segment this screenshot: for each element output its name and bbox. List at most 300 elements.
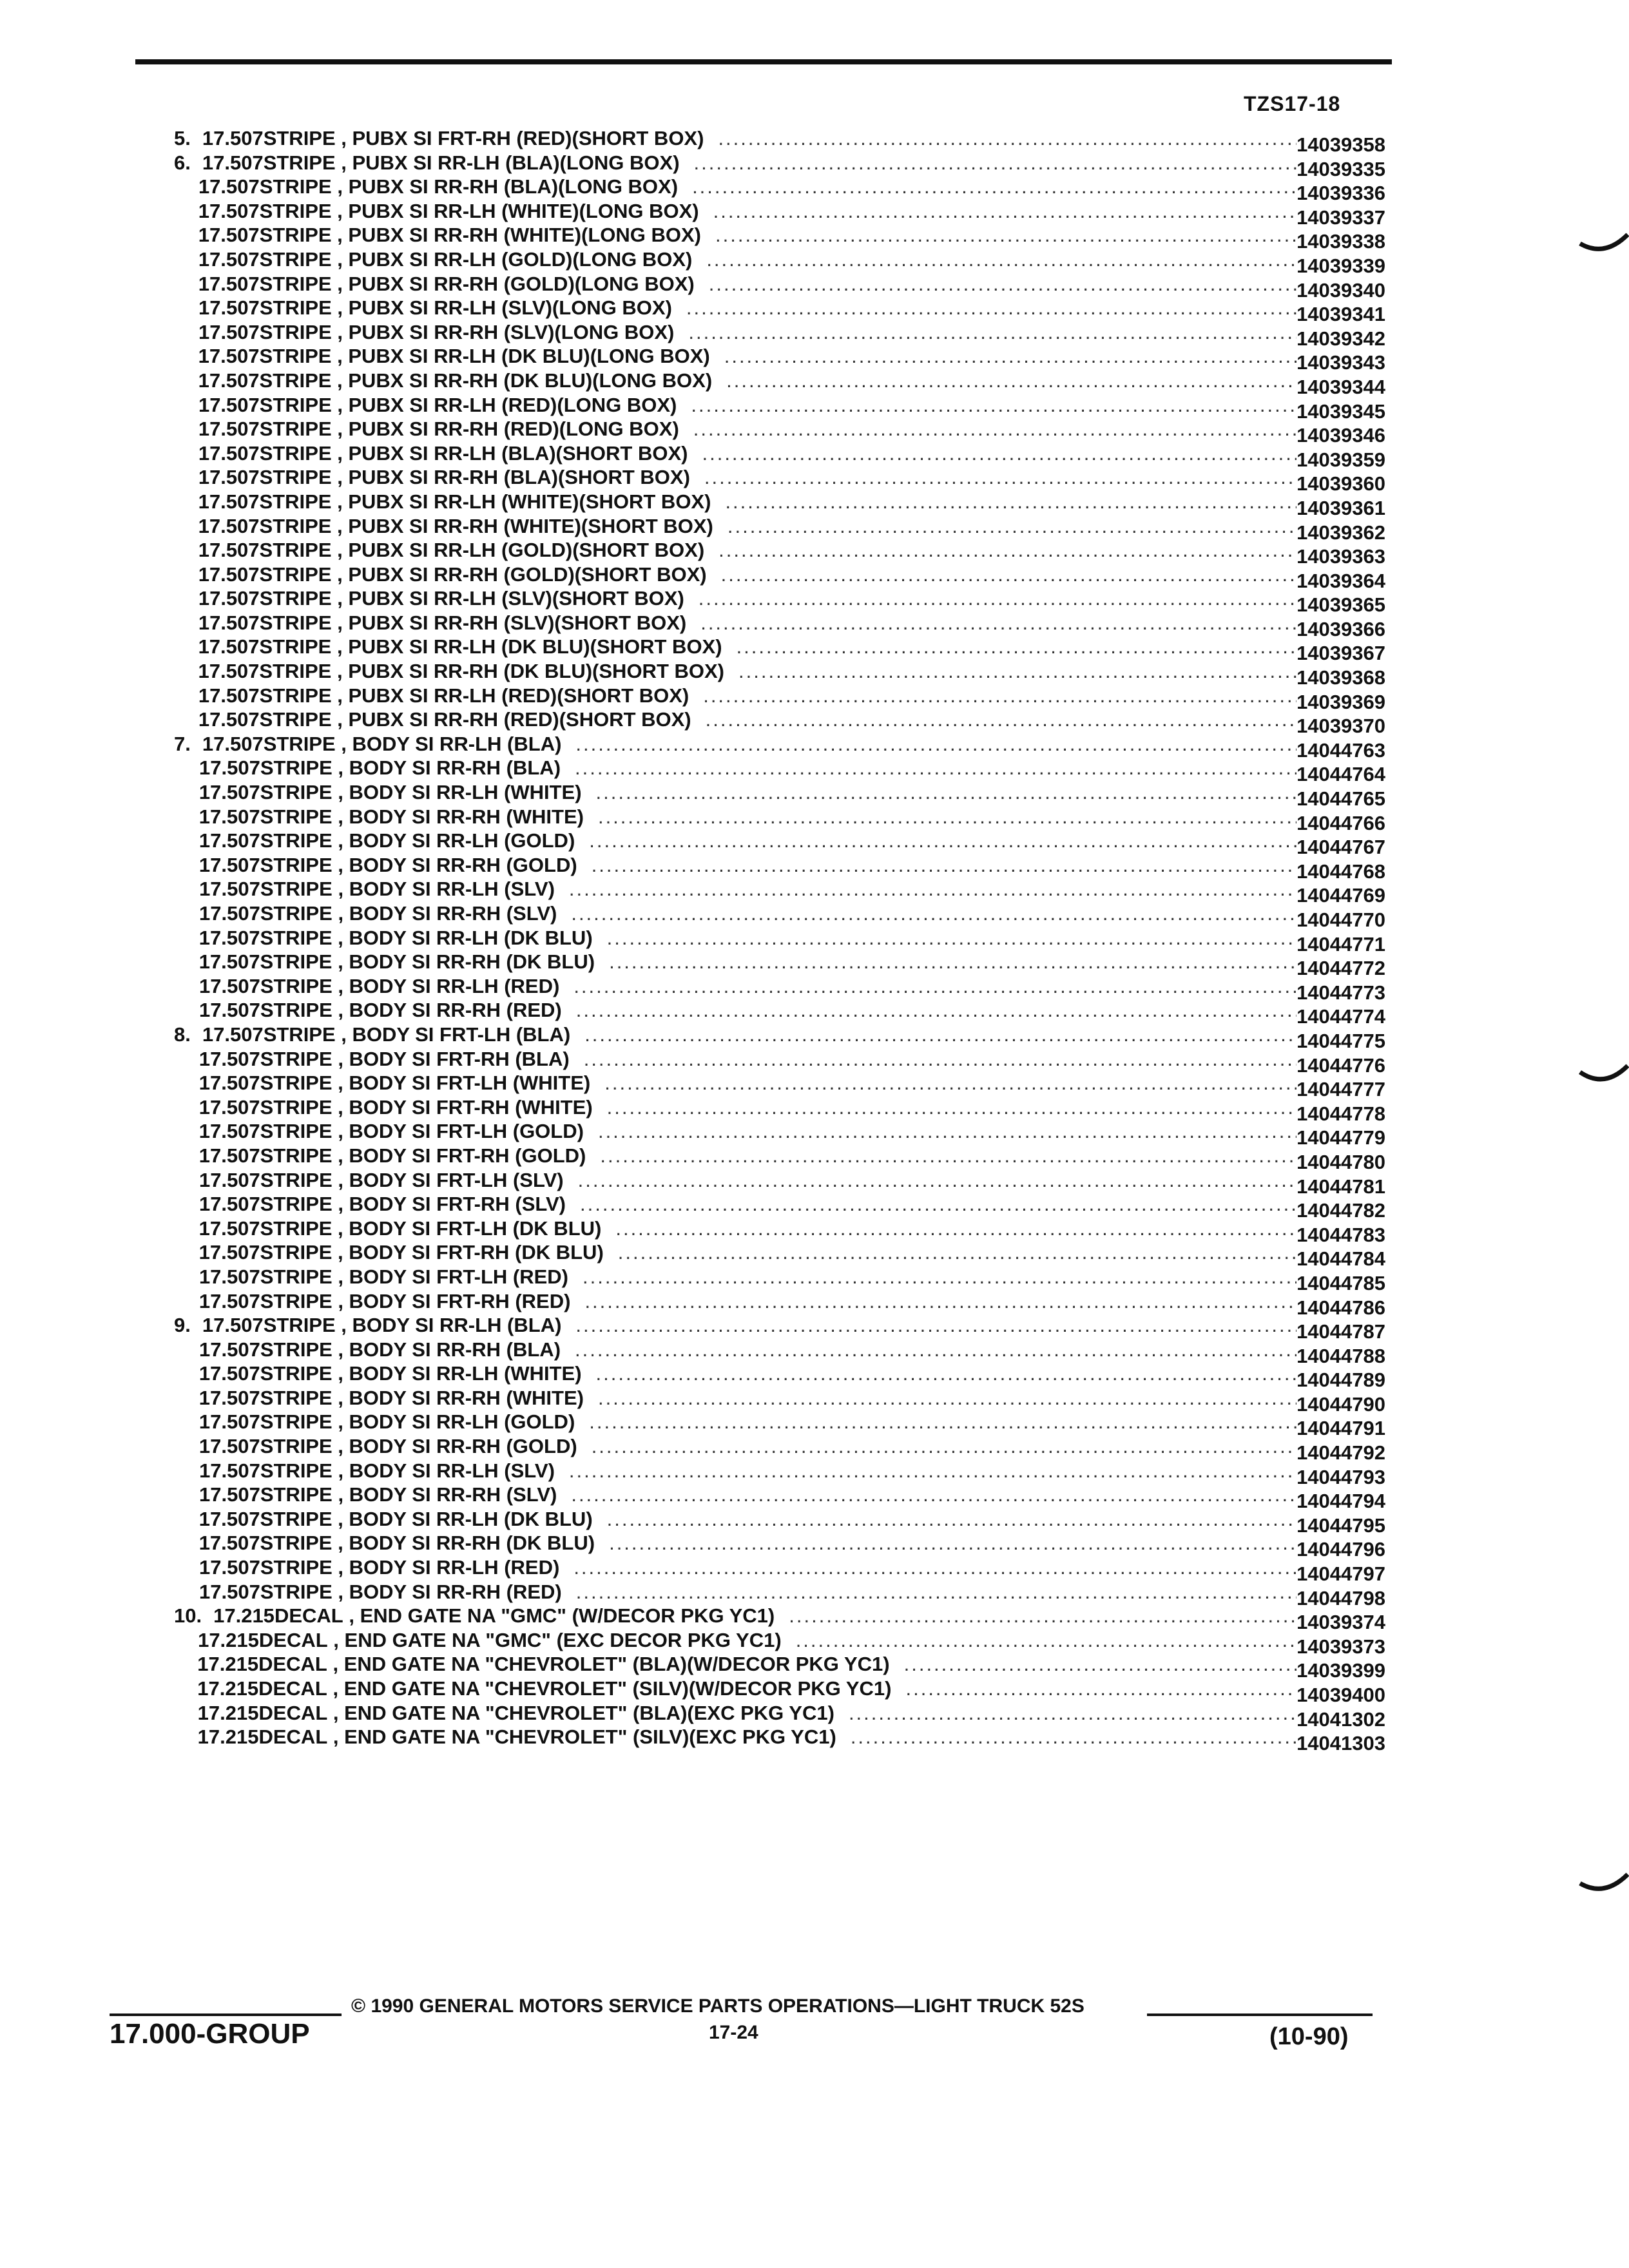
noun-separator: , [327, 1653, 344, 1676]
part-number: 14039400 [1296, 1684, 1385, 1706]
ref-number: 7. [174, 732, 191, 755]
dot-leader [700, 611, 1296, 635]
part-noun: STRIPE [260, 756, 333, 780]
part-modifier: BODY SI FRT-RH (GOLD) [349, 1144, 586, 1167]
part-description [260, 1095, 1297, 1120]
noun-separator: , [331, 635, 349, 658]
part-number: 14044793 [1296, 1465, 1385, 1488]
noun-separator: , [331, 393, 349, 416]
parts-row [174, 1725, 1385, 1755]
parts-row [174, 1701, 1385, 1731]
group-number: 17.507 [202, 151, 264, 174]
part-number: 14039368 [1296, 666, 1385, 689]
noun-separator: , [335, 127, 352, 149]
part-number: 14039339 [1296, 254, 1385, 277]
parts-row [174, 514, 1385, 544]
part-noun: STRIPE [260, 1483, 333, 1506]
ref-number: 6. [174, 151, 191, 174]
part-modifier: BODY SI FRT-RH (DK BLU) [349, 1241, 604, 1264]
part-number: 14039363 [1296, 545, 1385, 568]
part-noun: STRIPE [260, 950, 333, 974]
part-noun: STRIPE [259, 393, 332, 416]
part-noun: STRIPE [259, 514, 332, 537]
noun-separator: , [327, 1677, 344, 1700]
parts-row [174, 780, 1385, 811]
part-modifier: BODY SI RR-LH (BLA) [352, 732, 562, 755]
parts-row [174, 998, 1385, 1028]
noun-separator: , [332, 999, 349, 1022]
dot-leader [686, 296, 1296, 320]
dot-leader [569, 877, 1296, 901]
noun-separator: , [331, 441, 349, 465]
part-modifier: BODY SI FRT-RH (BLA) [349, 1047, 570, 1070]
part-number: 14044764 [1296, 763, 1385, 786]
parts-row [174, 1240, 1385, 1271]
part-number: 14044776 [1296, 1053, 1385, 1077]
part-modifier: BODY SI FRT-RH (RED) [349, 1289, 571, 1312]
part-number: 14044797 [1296, 1562, 1385, 1586]
part-modifier: END GATE NA "GMC" (EXC DECOR PKG YC1) [344, 1628, 782, 1651]
part-description [260, 1386, 1296, 1410]
parts-row [174, 126, 1385, 156]
parts-row [174, 223, 1385, 253]
parts-row [174, 441, 1385, 471]
part-description [260, 950, 1297, 974]
group-number: 17.507 [198, 1193, 260, 1216]
part-modifier: PUBX SI RR-RH (WHITE)(LONG BOX) [348, 224, 702, 247]
group-number: 17.507 [198, 1386, 260, 1409]
parts-row [174, 538, 1385, 568]
part-description [260, 223, 1297, 247]
dot-leader [604, 1071, 1296, 1095]
part-modifier: BODY SI RR-LH (RED) [349, 974, 560, 997]
part-modifier: BODY SI RR-LH (BLA) [352, 1314, 562, 1337]
group-number: 17.507 [198, 1241, 260, 1264]
part-number: 14044784 [1296, 1247, 1385, 1271]
group-number: 17.507 [202, 127, 264, 149]
dot-leader [715, 223, 1296, 247]
group-number: 17.507 [198, 708, 260, 731]
dot-leader [584, 1047, 1296, 1072]
group-number: 17.507 [202, 1023, 264, 1046]
part-modifier: END GATE NA "CHEVROLET" (BLA)(EXC PKG YC1) [344, 1701, 834, 1724]
part-number: 14044782 [1296, 1199, 1385, 1222]
part-number: 14039335 [1296, 157, 1385, 180]
part-modifier: PUBX SI RR-LH (BLA)(SHORT BOX) [348, 441, 688, 465]
part-modifier: PUBX SI RR-LH (SLV)(SHORT BOX) [348, 587, 684, 610]
part-noun: STRIPE [260, 1120, 333, 1143]
part-modifier: BODY SI RR-RH (RED) [349, 999, 562, 1022]
part-noun: STRIPE [260, 1459, 333, 1482]
dot-leader [738, 659, 1296, 684]
noun-separator: , [331, 490, 349, 513]
part-noun: STRIPE [263, 151, 336, 174]
part-noun: STRIPE [260, 1338, 333, 1361]
group-number: 17.215 [197, 1701, 259, 1724]
part-number: 14044794 [1296, 1490, 1385, 1513]
part-modifier: PUBX SI RR-LH (RED)(SHORT BOX) [348, 684, 689, 707]
dot-leader [699, 586, 1296, 611]
part-description [260, 272, 1296, 296]
part-number: 14041303 [1296, 1732, 1385, 1755]
group-number: 17.507 [199, 878, 260, 901]
group-number: 17.507 [199, 1580, 260, 1603]
noun-separator: , [331, 466, 349, 489]
part-modifier: BODY SI RR-RH (SLV) [349, 1483, 557, 1506]
group-number: 17.507 [199, 999, 260, 1022]
group-number: 17.507 [198, 514, 260, 537]
part-number: 14044765 [1296, 787, 1385, 811]
parts-row [174, 684, 1385, 713]
dot-leader [718, 126, 1296, 151]
parts-row [174, 1555, 1385, 1586]
part-description [258, 1652, 1296, 1677]
noun-separator: , [331, 296, 349, 320]
part-modifier: BODY SI RR-RH (DK BLU) [349, 1532, 595, 1555]
dot-leader [609, 950, 1296, 974]
dot-leader [575, 756, 1296, 780]
part-noun: STRIPE [260, 1580, 333, 1603]
parts-row [174, 805, 1385, 834]
noun-separator: , [332, 1072, 349, 1095]
parts-row [174, 1483, 1385, 1513]
group-number: 17.507 [198, 684, 260, 707]
part-modifier: PUBX SI RR-RH (RED)(SHORT BOX) [348, 708, 691, 731]
part-noun: STRIPE [259, 611, 332, 634]
noun-separator: , [332, 878, 349, 901]
part-modifier: BODY SI RR-LH (SLV) [349, 878, 555, 901]
parts-row [174, 974, 1385, 1004]
part-noun: STRIPE [260, 1168, 333, 1191]
dot-leader [718, 538, 1296, 562]
part-modifier: BODY SI FRT-LH (DK BLU) [349, 1216, 602, 1240]
part-number: 14044789 [1296, 1369, 1385, 1392]
part-noun: STRIPE [260, 1435, 333, 1458]
part-modifier: PUBX SI RR-RH (DK BLU)(LONG BOX) [348, 369, 713, 392]
part-noun: STRIPE [260, 1095, 333, 1119]
dot-leader [703, 684, 1296, 708]
part-number: 14039366 [1296, 617, 1385, 640]
noun-separator: , [331, 345, 349, 368]
footer-page-number: 17-24 [709, 2022, 758, 2043]
part-modifier: BODY SI FRT-RH (SLV) [349, 1193, 566, 1216]
group-number: 17.215 [197, 1677, 259, 1700]
part-number: 14039369 [1296, 690, 1385, 713]
dot-leader [693, 417, 1296, 441]
dot-leader [728, 514, 1296, 539]
part-modifier: PUBX SI RR-RH (DK BLU)(SHORT BOX) [348, 660, 724, 683]
parts-row [174, 1144, 1385, 1173]
part-modifier: BODY SI RR-LH (WHITE) [349, 1362, 582, 1385]
part-noun: STRIPE [259, 272, 332, 295]
group-number: 17.507 [198, 272, 260, 295]
part-description [260, 1265, 1296, 1289]
noun-separator: , [332, 1289, 349, 1312]
group-number: 17.507 [198, 1410, 260, 1434]
noun-separator: , [332, 1362, 349, 1385]
noun-separator: , [332, 1435, 349, 1458]
part-description [260, 926, 1297, 950]
part-description [260, 780, 1296, 805]
group-number: 17.507 [199, 974, 260, 997]
noun-separator: , [331, 320, 349, 343]
part-description [260, 1580, 1296, 1604]
footer-rule [110, 2013, 342, 2016]
dot-leader [692, 175, 1296, 199]
part-modifier: PUBX SI RR-LH (WHITE)(SHORT BOX) [348, 490, 711, 513]
part-description [260, 756, 1296, 780]
noun-separator: , [327, 1701, 345, 1724]
part-noun: STRIPE [263, 732, 336, 755]
part-noun: STRIPE [260, 999, 333, 1022]
part-noun: STRIPE [260, 1047, 333, 1070]
part-number: 14044781 [1296, 1175, 1385, 1198]
part-modifier: PUBX SI RR-RH (WHITE)(SHORT BOX) [348, 514, 713, 537]
group-number: 17.215 [197, 1653, 259, 1676]
group-number: 17.507 [198, 1216, 260, 1240]
part-modifier: BODY SI RR-RH (GOLD) [349, 853, 577, 876]
part-noun: STRIPE [260, 1532, 333, 1555]
noun-separator: , [332, 781, 349, 804]
part-modifier: BODY SI FRT-RH (WHITE) [349, 1095, 593, 1119]
part-modifier: BODY SI RR-RH (SLV) [349, 902, 557, 925]
noun-separator: , [331, 684, 349, 707]
dot-leader [713, 199, 1296, 224]
noun-separator: , [331, 272, 349, 295]
dot-leader [706, 707, 1296, 732]
parts-row [174, 926, 1385, 956]
part-description [260, 1483, 1296, 1507]
footer-rule [1147, 2013, 1373, 2016]
part-modifier: PUBX SI RR-RH (SLV)(SHORT BOX) [348, 611, 687, 634]
part-noun: STRIPE [260, 781, 333, 804]
dot-leader [721, 562, 1296, 587]
noun-separator: , [331, 708, 349, 731]
part-modifier: BODY SI RR-RH (WHITE) [349, 805, 584, 828]
part-noun: STRIPE [259, 490, 332, 513]
parts-row [174, 877, 1385, 907]
noun-separator: , [332, 853, 349, 876]
part-description [264, 1023, 1296, 1047]
part-noun: STRIPE [260, 805, 333, 828]
part-noun: STRIPE [260, 1507, 333, 1530]
group-number: 17.507 [199, 756, 260, 780]
part-modifier: END GATE NA "CHEVROLET" (SILV)(W/DECOR PKG YC1) [343, 1677, 892, 1700]
dot-leader [694, 151, 1297, 175]
parts-row [174, 1459, 1385, 1488]
noun-separator: , [332, 1120, 349, 1143]
dot-leader [706, 247, 1296, 272]
group-number: 17.507 [199, 1338, 260, 1361]
group-number: 17.507 [199, 1556, 260, 1579]
noun-separator: , [332, 1168, 349, 1191]
parts-row [174, 369, 1385, 398]
part-description [259, 369, 1296, 393]
dot-leader [580, 1192, 1296, 1216]
group-number: 17.507 [198, 829, 260, 852]
parts-row [174, 635, 1385, 665]
part-modifier: BODY SI RR-LH (SLV) [349, 1459, 555, 1482]
top-rule [135, 59, 1392, 64]
part-number: 14039360 [1296, 472, 1385, 495]
group-number: 17.507 [198, 635, 260, 658]
part-number: 14044790 [1296, 1392, 1385, 1416]
part-noun: DECAL [258, 1628, 328, 1651]
group-number: 17.507 [198, 1507, 260, 1530]
part-number: 14039342 [1296, 327, 1385, 350]
parts-row [174, 1313, 1385, 1343]
part-number: 14039361 [1296, 496, 1385, 519]
parts-row [174, 1628, 1385, 1658]
dot-leader [575, 732, 1296, 756]
part-noun: STRIPE [260, 1072, 333, 1095]
part-modifier: PUBX SI RR-LH (GOLD)(SHORT BOX) [348, 539, 705, 562]
part-noun: STRIPE [259, 224, 332, 247]
part-modifier: BODY SI RR-RH (WHITE) [349, 1386, 584, 1409]
group-number: 17.507 [198, 369, 260, 392]
part-description [260, 344, 1297, 369]
footer-copyright: © 1990 GENERAL MOTORS SERVICE PARTS OPERATIONS—LIGHT TRUCK 52S [351, 1995, 1084, 2017]
parts-row [174, 247, 1385, 277]
parts-row [174, 1265, 1385, 1294]
group-number: 17.507 [198, 393, 260, 416]
parts-list [174, 126, 1385, 1755]
noun-separator: , [335, 1314, 352, 1337]
part-description [260, 1434, 1296, 1459]
group-number: 17.215 [198, 1628, 259, 1651]
noun-separator: , [331, 175, 349, 198]
part-modifier: PUBX SI RR-RH (GOLD)(LONG BOX) [348, 272, 695, 295]
part-description [260, 829, 1296, 853]
group-number: 17.507 [198, 296, 260, 320]
dot-leader [904, 1652, 1296, 1677]
noun-separator: , [331, 418, 349, 441]
part-description [259, 1701, 1297, 1725]
noun-separator: , [331, 369, 349, 392]
part-description [260, 586, 1296, 611]
noun-separator: , [335, 151, 352, 174]
part-modifier: BODY SI FRT-LH (RED) [349, 1265, 569, 1288]
part-noun: STRIPE [260, 878, 333, 901]
group-number: 17.507 [198, 224, 260, 247]
group-number: 17.507 [198, 611, 260, 634]
group-number: 17.507 [202, 1314, 264, 1337]
dot-leader [583, 1265, 1296, 1289]
part-description [260, 1361, 1296, 1386]
part-number: 14044772 [1296, 957, 1385, 980]
part-description [260, 707, 1296, 732]
dot-leader [592, 853, 1296, 878]
part-number: 14044796 [1296, 1538, 1385, 1561]
parts-row [174, 1434, 1385, 1465]
footer-group-label: 17.000-GROUP [110, 2018, 310, 2050]
group-number: 17.507 [199, 902, 260, 925]
part-modifier: PUBX SI RR-RH (RED)(LONG BOX) [348, 418, 679, 441]
parts-row [174, 1192, 1385, 1222]
dot-leader [596, 1361, 1297, 1386]
part-noun: DECAL [274, 1604, 343, 1628]
part-noun: STRIPE [259, 441, 332, 465]
noun-separator: , [332, 1216, 349, 1240]
part-description [260, 853, 1296, 878]
noun-separator: , [335, 732, 352, 755]
parts-row [174, 829, 1385, 859]
dot-leader [688, 320, 1296, 345]
parts-row [174, 320, 1385, 350]
part-number: 14044783 [1296, 1223, 1385, 1246]
part-number: 14039337 [1296, 206, 1385, 229]
part-number: 14039345 [1296, 399, 1385, 423]
group-number: 17.215 [197, 1725, 259, 1749]
noun-separator: , [332, 1047, 349, 1070]
part-description [264, 732, 1296, 756]
dot-leader [571, 1483, 1296, 1507]
part-modifier: BODY SI FRT-LH (BLA) [352, 1023, 571, 1046]
parts-row [174, 1023, 1385, 1052]
dot-leader [575, 1313, 1296, 1338]
part-number: 14044770 [1296, 908, 1385, 931]
part-noun: STRIPE [259, 684, 332, 707]
noun-separator: , [332, 1483, 349, 1506]
noun-separator: , [332, 1095, 349, 1119]
noun-separator: , [335, 1023, 352, 1046]
part-noun: STRIPE [259, 247, 332, 271]
noun-separator: , [332, 805, 349, 828]
part-description [264, 126, 1296, 151]
part-number: 14039367 [1296, 642, 1385, 665]
part-noun: STRIPE [259, 587, 332, 610]
part-modifier: BODY SI FRT-LH (SLV) [349, 1168, 564, 1191]
part-noun: DECAL [258, 1653, 327, 1676]
dot-leader [576, 1580, 1296, 1604]
group-number: 17.507 [198, 926, 260, 949]
dot-leader [691, 393, 1296, 418]
part-modifier: BODY SI FRT-LH (GOLD) [349, 1120, 584, 1143]
parts-row [174, 1580, 1385, 1610]
parts-row [174, 659, 1385, 689]
dot-leader [598, 1119, 1296, 1144]
part-modifier: BODY SI RR-RH (DK BLU) [349, 950, 595, 974]
parts-row [174, 950, 1385, 980]
parts-row [174, 1338, 1385, 1367]
group-number: 17.507 [198, 466, 260, 489]
parts-row [174, 1289, 1385, 1319]
part-number: 14039370 [1296, 715, 1385, 738]
part-description [260, 1047, 1296, 1072]
part-noun: STRIPE [260, 853, 333, 876]
part-noun: STRIPE [259, 635, 332, 658]
noun-separator: , [332, 1410, 349, 1434]
part-noun: STRIPE [259, 175, 332, 198]
group-number: 17.507 [198, 175, 260, 198]
part-modifier: PUBX SI RR-RH (SLV)(LONG BOX) [348, 320, 675, 343]
dot-leader [905, 1677, 1296, 1701]
dot-leader [596, 780, 1297, 805]
dot-leader [725, 490, 1296, 514]
parts-row [174, 586, 1385, 617]
part-number: 14044780 [1296, 1150, 1385, 1173]
group-number: 17.507 [198, 950, 260, 974]
part-modifier: BODY SI RR-LH (RED) [349, 1556, 560, 1579]
dot-leader [704, 465, 1296, 490]
part-modifier: PUBX SI RR-RH (GOLD)(SHORT BOX) [348, 562, 707, 586]
parts-row [174, 465, 1385, 495]
noun-separator: , [332, 974, 349, 997]
ref-number: 9. [174, 1314, 191, 1337]
part-noun: STRIPE [259, 320, 332, 343]
part-noun: STRIPE [263, 127, 336, 149]
part-number: 14039365 [1296, 593, 1385, 617]
